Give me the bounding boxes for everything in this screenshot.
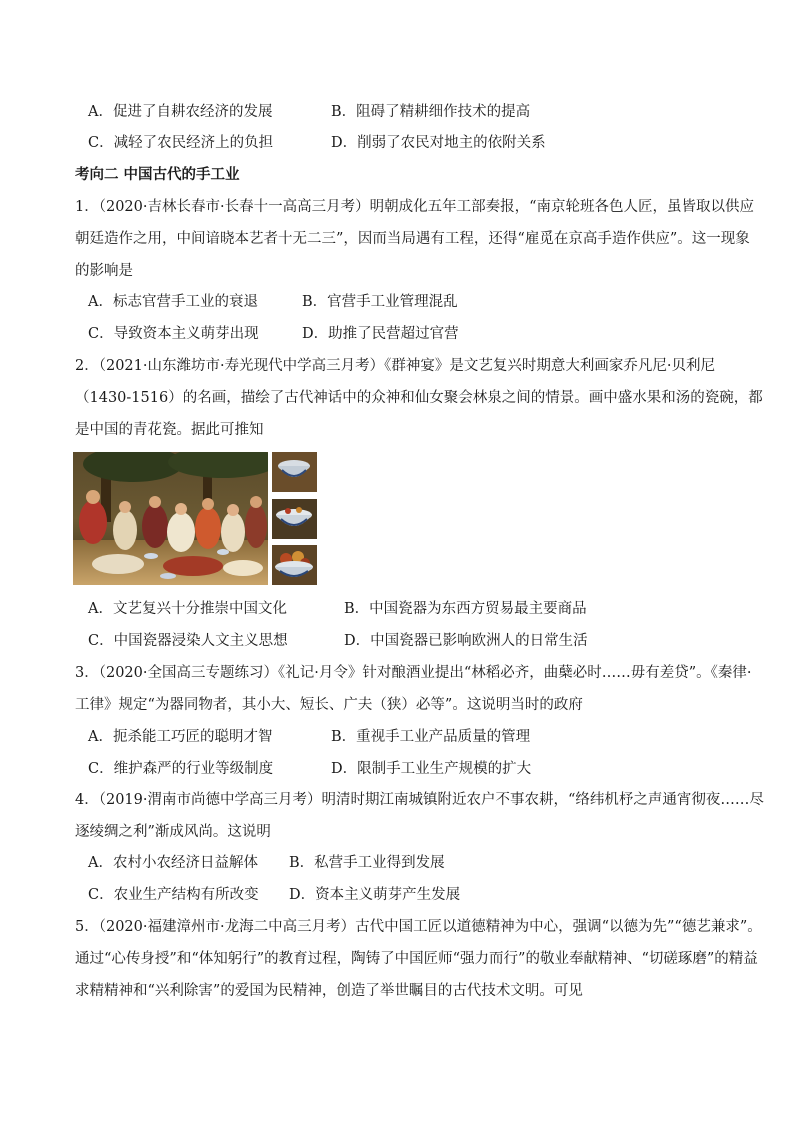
question-5-text: 通过“心传身授”和“体知躬行”的教育过程，陶铸了中国匠师“强力而行”的敬业奉献精神、“切磋琢磨”的精益: [75, 951, 758, 967]
question-5-text: 求精精神和“兴利除害”的爱国为民精神，创造了举世瞩目的古代技术文明。可见: [75, 983, 583, 999]
porcelain-detail-3: [272, 545, 317, 585]
option-b: B．阻碍了精耕细作技术的提高: [331, 104, 531, 120]
question-3-text: 工律》规定“为器同物者，其小大、短长、广夫（狭）必等”。这说明当时的政府: [75, 697, 583, 713]
q2-option-b: B．中国瓷器为东西方贸易最主要商品: [344, 601, 587, 617]
question-3-text: 3．（2020·全国高三专题练习）《礼记·月令》针对酿酒业提出“林稻必齐，曲蘖必时……毋有差贷”。《秦律·: [75, 665, 752, 681]
question-2-text: （1430-1516）的名画，描绘了古代神话中的众神和仙女聚会林泉之间的情景。画中盛水果和汤的瓷碗，都: [75, 390, 763, 406]
question-4-text: 4．（2019·渭南市尚德中学高三月考）明清时期江南城镇附近农户不事农耕，“络纬机杼之声通宵彻夜……尽: [75, 792, 764, 808]
feast-of-gods-figure: [73, 452, 317, 585]
q4-option-d: D．资本主义萌芽产生发展: [289, 887, 461, 903]
question-1-text: 的影响是: [75, 263, 133, 279]
question-2-text: 2．（2021·山东潍坊市·寿光现代中学高三月考）《群神宴》是文艺复兴时期意大利画家乔凡尼·贝利尼: [75, 358, 715, 374]
q2-option-a: A．文艺复兴十分推崇中国文化: [88, 601, 287, 617]
porcelain-detail-1: [272, 452, 317, 492]
feast-of-gods-painting: [73, 452, 268, 585]
section-heading: 考向二 中国古代的手工业: [75, 167, 240, 183]
option-d: D．削弱了农民对地主的依附关系: [331, 135, 546, 151]
q4-option-b: B．私营手工业得到发展: [289, 855, 445, 871]
q1-option-d: D．助推了民营超过官营: [302, 326, 459, 342]
q1-option-b: B．官营手工业管理混乱: [302, 294, 458, 310]
q3-option-c: C．维护森严的行业等级制度: [88, 761, 274, 777]
q4-option-c: C．农业生产结构有所改变: [88, 887, 259, 903]
option-a: A．促进了自耕农经济的发展: [88, 104, 273, 120]
question-5-text: 5．（2020·福建漳州市·龙海二中高三月考）古代中国工匠以道德精神为中心，强调“以德为先”“德艺兼求”。: [75, 919, 762, 935]
q2-option-d: D．中国瓷器已影响欧洲人的日常生活: [344, 633, 588, 649]
question-2-text: 是中国的青花瓷。据此可推知: [75, 422, 264, 438]
q3-option-b: B．重视手工业产品质量的管理: [331, 729, 531, 745]
porcelain-detail-2: [272, 499, 317, 539]
question-1-text: 朝廷造作之用，中间谙晓本艺者十无二三”，因而当局遇有工程，还得“雇觅在京高手造作供应”。这一现象: [75, 231, 750, 247]
q3-option-d: D．限制手工业生产规模的扩大: [331, 761, 532, 777]
question-4-text: 逐绫绸之利”渐成风尚。这说明: [75, 824, 271, 840]
option-c: C．减轻了农民经济上的负担: [88, 135, 274, 151]
q1-option-a: A．标志官营手工业的衰退: [88, 294, 258, 310]
q3-option-a: A．扼杀能工巧匠的聪明才智: [88, 729, 273, 745]
q2-option-c: C．中国瓷器浸染人文主义思想: [88, 633, 288, 649]
q4-option-a: A．农村小农经济日益解体: [88, 855, 258, 871]
q1-option-c: C．导致资本主义萌芽出现: [88, 326, 259, 342]
question-1-text: 1．（2020·吉林长春市·长春十一高高三月考）明朝成化五年工部奏报，“南京轮班各色人匠，虽皆取以供应: [75, 199, 755, 215]
